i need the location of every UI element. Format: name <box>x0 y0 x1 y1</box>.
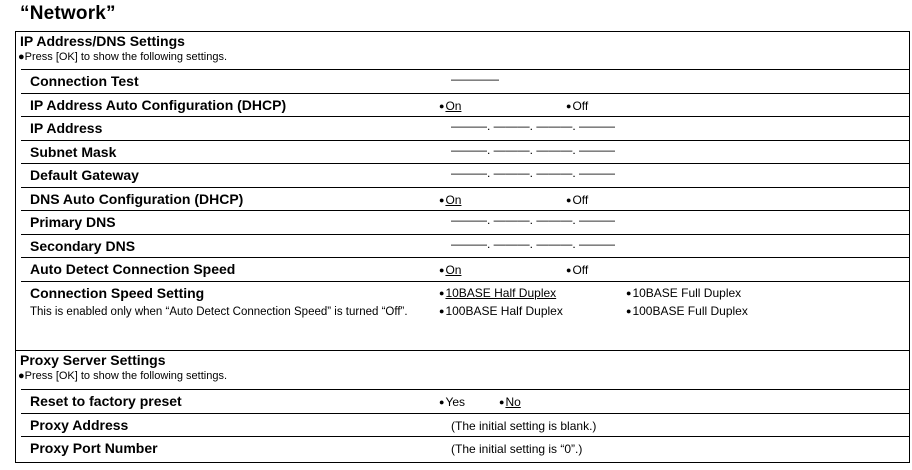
option-no[interactable]: ●No <box>499 395 521 409</box>
row-label: Default Gateway <box>30 167 139 183</box>
bullet-icon: ● <box>499 397 505 407</box>
section-note: ●Press [OK] to show the following settings. <box>18 51 228 63</box>
bullet-icon: ● <box>626 287 632 298</box>
bullet-icon: ● <box>439 287 445 298</box>
value-placeholder: ———. ———. ———. ——— <box>451 166 616 180</box>
option-100base-full[interactable]: ●100BASE Full Duplex <box>626 303 748 318</box>
row-proxy-address[interactable] <box>21 414 909 438</box>
value-placeholder: ———. ———. ———. ——— <box>451 236 616 251</box>
row-label: Proxy Address <box>30 416 129 433</box>
row-connection-test[interactable] <box>21 70 909 94</box>
row-label: Secondary DNS <box>30 237 136 254</box>
value-placeholder: ———. ———. ———. ——— <box>451 119 616 133</box>
bullet-icon: ● <box>439 100 445 111</box>
value-placeholder: ———— <box>451 72 499 86</box>
row-dns-auto-config[interactable] <box>21 188 909 212</box>
row-subnet-mask[interactable] <box>21 141 909 165</box>
row-label: DNS Auto Configuration (DHCP) <box>30 190 244 207</box>
bullet-icon: ● <box>439 265 445 275</box>
section-proxy-header <box>16 350 909 388</box>
row-label: IP Address Auto Configuration (DHCP) <box>30 96 287 113</box>
bullet-icon: ● <box>439 397 445 407</box>
row-primary-dns[interactable] <box>21 211 909 235</box>
section-title: IP Address/DNS Settings <box>20 33 185 49</box>
settings-table <box>15 31 910 463</box>
row-label: Proxy Port Number <box>30 440 158 456</box>
bullet-icon: ● <box>626 305 632 316</box>
value-placeholder: ———. ———. ———. ——— <box>451 213 616 227</box>
row-label: Primary DNS <box>30 214 116 230</box>
bullet-icon: ● <box>439 194 445 205</box>
section-ip-dns-rows <box>21 69 909 338</box>
row-label: Connection Speed Setting <box>30 284 205 301</box>
row-default-gateway[interactable] <box>21 164 909 188</box>
row-value: (The initial setting is “0”.) <box>451 442 583 456</box>
option-on[interactable]: ●On <box>439 263 462 277</box>
row-secondary-dns[interactable] <box>21 235 909 259</box>
option-10base-full[interactable]: ●10BASE Full Duplex <box>626 285 742 300</box>
page-title: “Network” <box>20 3 116 24</box>
section-proxy-rows <box>21 389 909 461</box>
option-off[interactable]: ●Off <box>566 98 589 113</box>
row-label: Subnet Mask <box>30 143 117 160</box>
section-ip-dns-header <box>16 32 909 68</box>
row-ip-auto-config[interactable] <box>21 94 909 118</box>
row-auto-detect-speed[interactable] <box>21 258 909 282</box>
option-off[interactable]: ●Off <box>566 263 589 277</box>
value-placeholder: ———. ———. ———. ——— <box>451 142 616 157</box>
row-label: IP Address <box>30 120 103 136</box>
row-ip-address[interactable] <box>21 117 909 141</box>
option-on[interactable]: ●On <box>439 192 462 207</box>
row-value: (The initial setting is blank.) <box>451 418 597 433</box>
section-note: ●Press [OK] to show the following settings. <box>18 370 228 382</box>
row-reset-factory[interactable] <box>21 390 909 414</box>
option-10base-half[interactable]: ●10BASE Half Duplex <box>439 285 557 300</box>
option-off[interactable]: ●Off <box>566 192 589 207</box>
section-title: Proxy Server Settings <box>20 352 166 368</box>
row-label: Reset to factory preset <box>30 393 182 409</box>
row-label: Connection Test <box>30 73 139 89</box>
bullet-icon: ● <box>566 194 572 205</box>
row-label: Auto Detect Connection Speed <box>30 261 236 277</box>
row-description: This is enabled only when “Auto Detect Connection Speed” is turned “Off”. <box>30 305 408 318</box>
bullet-icon: ● <box>439 305 445 316</box>
row-proxy-port[interactable] <box>21 437 909 461</box>
row-connection-speed[interactable] <box>21 282 909 338</box>
bullet-icon: ● <box>566 265 572 275</box>
bullet-icon: ● <box>566 100 572 111</box>
option-on[interactable]: ●On <box>439 98 462 113</box>
option-100base-half[interactable]: ●100BASE Half Duplex <box>439 303 563 318</box>
option-yes[interactable]: ●Yes <box>439 395 466 409</box>
